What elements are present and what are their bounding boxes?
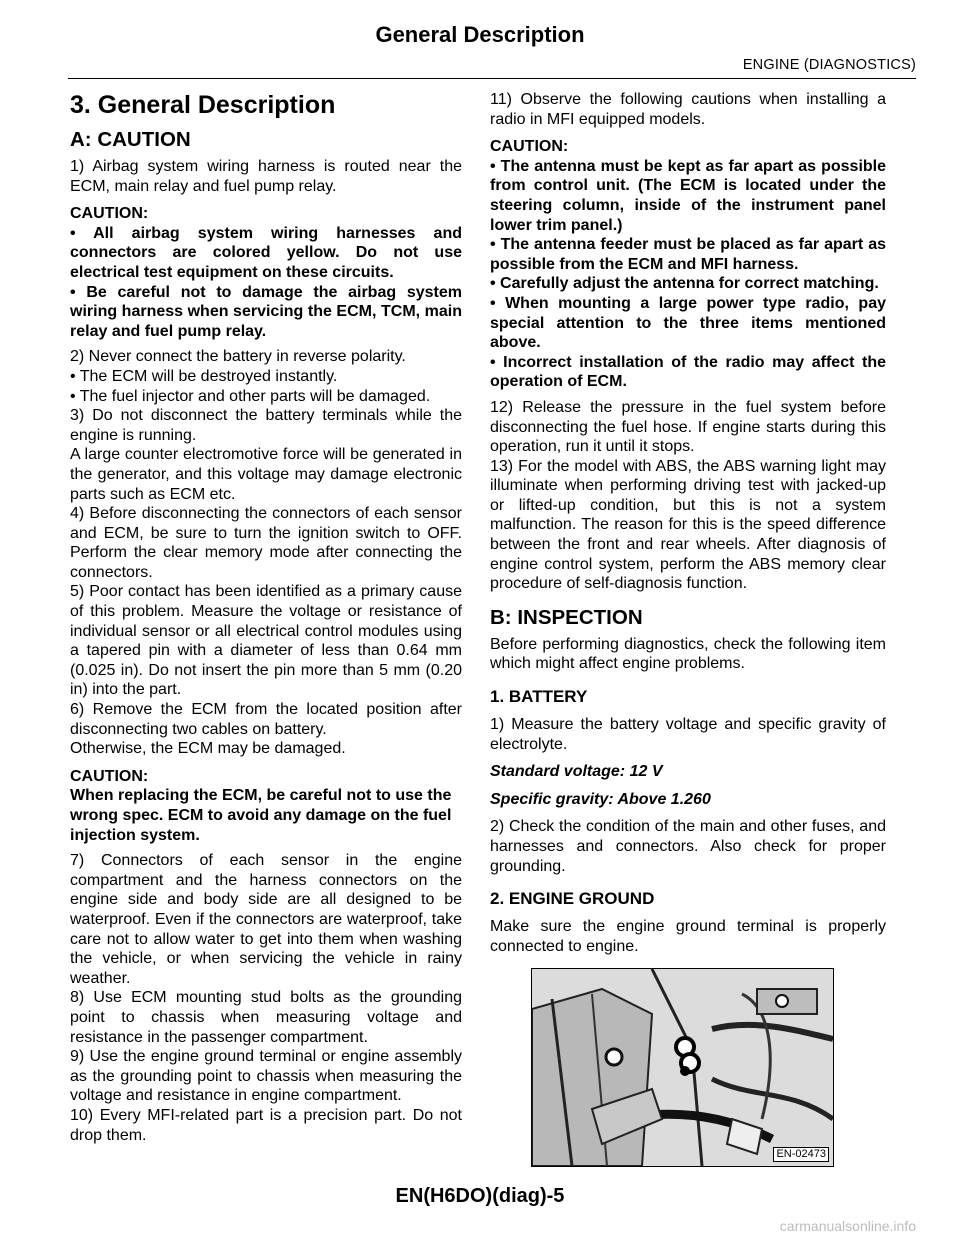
paragraph-1: 1) Airbag system wiring harness is routed near the ECM, main relay and fuel pump relay. bbox=[70, 158, 462, 195]
bullet-item: • The fuel injector and other parts will be damaged. bbox=[70, 387, 431, 405]
caution-title: CAUTION: bbox=[70, 767, 149, 785]
caution-title: CAUTION: bbox=[490, 138, 569, 156]
engine-ground-photo bbox=[531, 968, 834, 1167]
paragraph-6-note: Otherwise, the ECM may be damaged. bbox=[70, 740, 346, 758]
left-column bbox=[70, 90, 462, 1145]
caution-title: CAUTION: bbox=[70, 205, 149, 223]
subheading-caution: A: CAUTION bbox=[70, 128, 191, 151]
caution-bullet: • Be careful not to damage the airbag system wiring harness when servicing the ECM, TCM, main relay and fuel pump relay. bbox=[70, 283, 462, 340]
page-header-title: General Description bbox=[375, 22, 585, 47]
caution-bullet: • The antenna feeder must be placed as far apart as possible from the ECM and MFI harness. bbox=[490, 236, 886, 273]
caution-bullet: • Incorrect installation of the radio may affect the operation of ECM. bbox=[490, 353, 886, 391]
section-heading: 3. General Description bbox=[70, 91, 336, 119]
engine-ground-illustration bbox=[532, 969, 833, 1166]
figure-label: EN-02473 bbox=[773, 1147, 829, 1162]
caution-bullet: • Carefully adjust the antenna for correct matching. bbox=[490, 275, 879, 293]
paragraph-8: 8) Use ECM mounting stud bolts as the grounding point to chassis when measuring voltage and resistance in the passenger compartment. bbox=[70, 989, 462, 1046]
paragraph-3-note: A large counter electromotive force will be generated in the generator, and this voltage may damage electronic parts such as ECM etc. bbox=[70, 446, 462, 503]
battery-paragraph-1: 1) Measure the battery voltage and specific gravity of electrolyte. bbox=[490, 716, 886, 753]
paragraph-4: 4) Before disconnecting the connectors of each sensor and ECM, be sure to turn the ignition switch to OFF. Perform the clear memory mode after connecting the connectors. bbox=[70, 505, 462, 581]
paragraph-10: 10) Every MFI-related part is a precision part. Do not drop them. bbox=[70, 1106, 462, 1144]
paragraph-7: 7) Connectors of each sensor in the engine compartment and the harness connectors on the engine side and body side are all designed to be waterproof. Even if the connectors are waterproof, take care not to allow water to get into them when washing the vehicle, or when servicing the vehicle in rainy weather. bbox=[70, 852, 462, 987]
battery-heading: 1. BATTERY bbox=[490, 687, 588, 707]
paragraph-5: 5) Poor contact has been identified as a primary cause of this problem. Measure the voltage or resistance of individual sensor or all electrical control modules using a tapered pin with a diameter of less than 0.64 mm (0.025 in). Do not insert the pin more than 5 mm (0.20 in) into the part. bbox=[70, 583, 462, 699]
caution-block-1 bbox=[70, 204, 462, 341]
caution-bullet: • When mounting a large power type radio, pay special attention to the three items mentioned above. bbox=[490, 294, 886, 352]
paragraph-3: 3) Do not disconnect the battery terminals while the engine is running. bbox=[70, 407, 462, 444]
caution-bullet: • All airbag system wiring harnesses and connectors are colored yellow. Do not use electrical test equipment on these circuits. bbox=[70, 224, 462, 281]
header-divider bbox=[68, 78, 916, 79]
page-footer-code: EN(H6DO)(diag)-5 bbox=[395, 1185, 565, 1207]
spec-voltage: Standard voltage: 12 V bbox=[490, 763, 663, 781]
paragraph-6: 6) Remove the ECM from the located position after disconnecting two cables on battery. bbox=[70, 701, 462, 738]
subheading-inspection: B: INSPECTION bbox=[490, 605, 643, 629]
page-header-section: ENGINE (DIAGNOSTICS) bbox=[742, 57, 916, 73]
paragraph-11: 11) Observe the following cautions when installing a radio in MFI equipped models. bbox=[490, 91, 886, 128]
caution-block-2 bbox=[70, 767, 462, 845]
engine-ground-paragraph: Make sure the engine ground terminal is properly connected to engine. bbox=[490, 918, 886, 955]
watermark-text: carmanualsonline.info bbox=[779, 1218, 916, 1234]
paragraph-13: 13) For the model with ABS, the ABS warning light may illuminate when performing driving test with jacked-up or lifted-up condition, but this is not a system malfunction. The reason for this is the speed difference between the front and rear wheels. After diagnosis of engine control system, perform the ABS memory clear procedure of self-diagnosis function. bbox=[490, 457, 886, 593]
paragraph-2: 2) Never connect the battery in reverse polarity. bbox=[70, 348, 406, 366]
battery-paragraph-2: 2) Check the condition of the main and other fuses, and harnesses and connectors. Also check for proper grounding. bbox=[490, 818, 886, 875]
engine-ground-heading: 2. ENGINE GROUND bbox=[490, 889, 655, 909]
inspection-intro: Before performing diagnostics, check the following item which might affect engine problems. bbox=[490, 635, 886, 673]
bullet-item: • The ECM will be destroyed instantly. bbox=[70, 367, 338, 385]
caution-block-3 bbox=[490, 137, 886, 392]
spec-gravity: Specific gravity: Above 1.260 bbox=[490, 790, 711, 808]
right-column bbox=[490, 90, 886, 1167]
paragraph-12: 12) Release the pressure in the fuel system before disconnecting the fuel hose. If engine starts during this operation, run it until it stops. bbox=[490, 398, 886, 456]
paragraph-9: 9) Use the engine ground terminal or engine assembly as the grounding point to chassis when measuring the voltage and resistance in engine compartment. bbox=[70, 1048, 462, 1105]
caution-text: When replacing the ECM, be careful not to use the wrong spec. ECM to avoid any damage on the fuel injection system. bbox=[70, 787, 452, 844]
caution-bullet: • The antenna must be kept as far apart as possible from control unit. (The ECM is located under the steering column, inside of the instrument panel lower trim panel.) bbox=[490, 157, 886, 234]
